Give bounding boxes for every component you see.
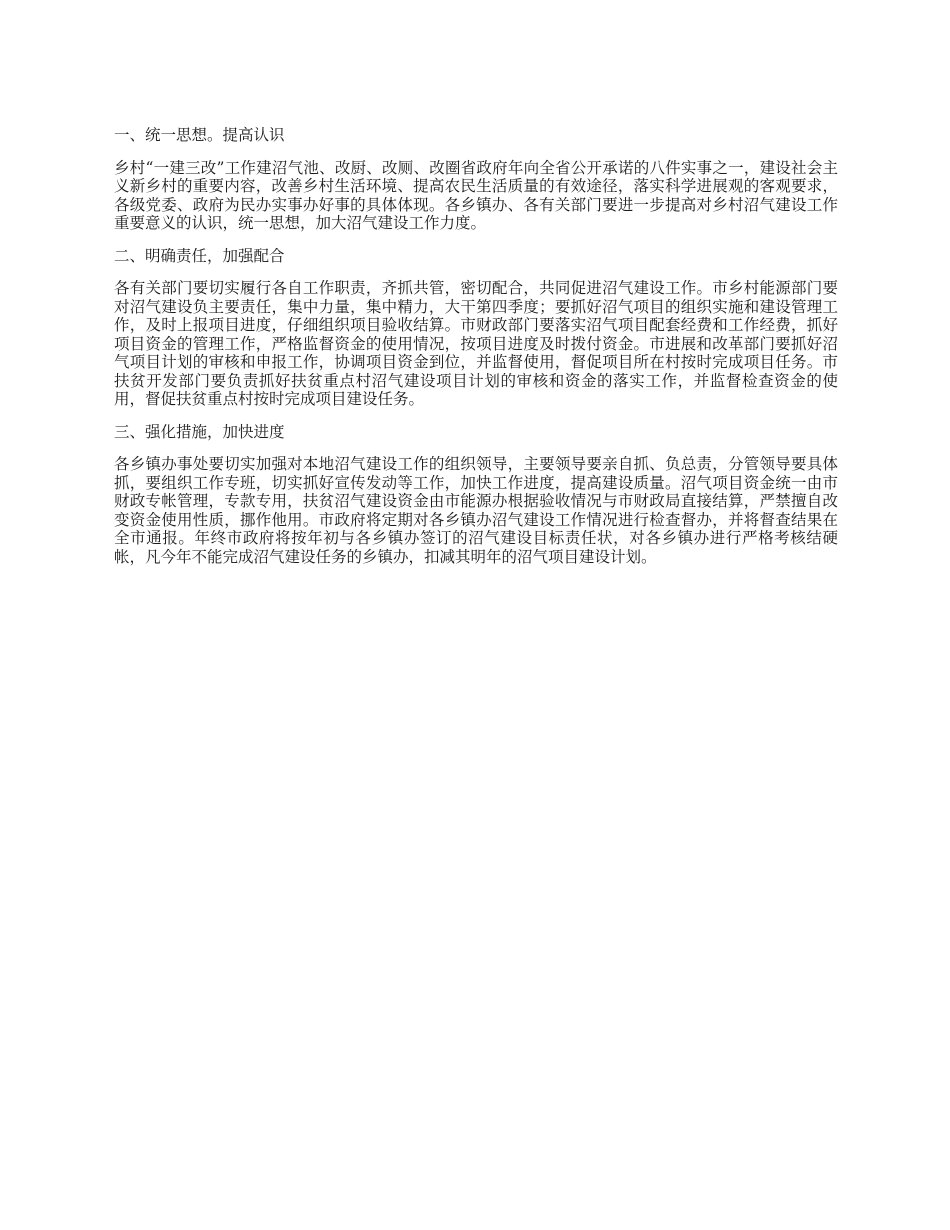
- document-page: [114, 126, 838, 580]
- section-paragraph: 乡村“一建三改”工作建沼气池、改厨、改厕、改圈省政府年向全省公开承诺的八件实事之一，建设社会主义新乡村的重要内容，改善乡村生活环境、提高农民生活质量的有效途径，落实科学进展观的客观要求，各级党委、政府为民办实事办好事的具体体现。各乡镇办、各有关部门要进一步提高对乡村沼气建设工作重要意义的认识，统一思想，加大沼气建设工作力度。: [114, 158, 838, 232]
- section-heading: 一、统一思想。提高认识: [114, 126, 285, 144]
- section-heading: 三、强化措施，加快进度: [114, 422, 285, 441]
- section-paragraph: 各乡镇办事处要切实加强对本地沼气建设工作的组织领导，主要领导要亲自抓、负总责，分管领导要具体抓，要组织工作专班，切实抓好宣传发动等工作，加快工作进度，提高建设质量。沼气项目资金统一由市财政专帐管理，专款专用，扶贫沼气建设资金由市能源办根据验收情况与市财政局直接结算，严禁擅自改变资金使用性质，挪作他用。市政府将定期对各乡镇办沼气建设工作情况进行检查督办，并将督查结果在全市通报。年终市政府将按年初与各乡镇办签订的沼气建设目标责任状，对各乡镇办进行严格考核结硬帐，凡今年不能完成沼气建设任务的乡镇办，扣减其明年的沼气项目建设计划。: [114, 455, 838, 566]
- section-2: [114, 247, 838, 409]
- section-heading: 二、明确责任，加强配合: [114, 246, 285, 265]
- section-1: [114, 126, 838, 233]
- section-3: [114, 423, 838, 567]
- section-paragraph: 各有关部门要切实履行各自工作职责，齐抓共管，密切配合，共同促进沼气建设工作。市乡村能源部门要对沼气建设负主要责任，集中力量，集中精力，大干第四季度；要抓好沼气项目的组织实施和建设管理工作，及时上报项目进度，仔细组织项目验收结算。市财政部门要落实沼气项目配套经费和工作经费，抓好项目资金的管理工作，严格监督资金的使用情况，按项目进度及时拨付资金。市进展和改革部门要抓好沼气项目计划的审核和申报工作，协调项目资金到位，并监督使用，督促项目所在村按时完成项目任务。市扶贫开发部门要负责抓好扶贫重点村沼气建设项目计划的审核和资金的落实工作，并监督检查资金的使用，督促扶贫重点村按时完成项目建设任务。: [114, 279, 838, 408]
